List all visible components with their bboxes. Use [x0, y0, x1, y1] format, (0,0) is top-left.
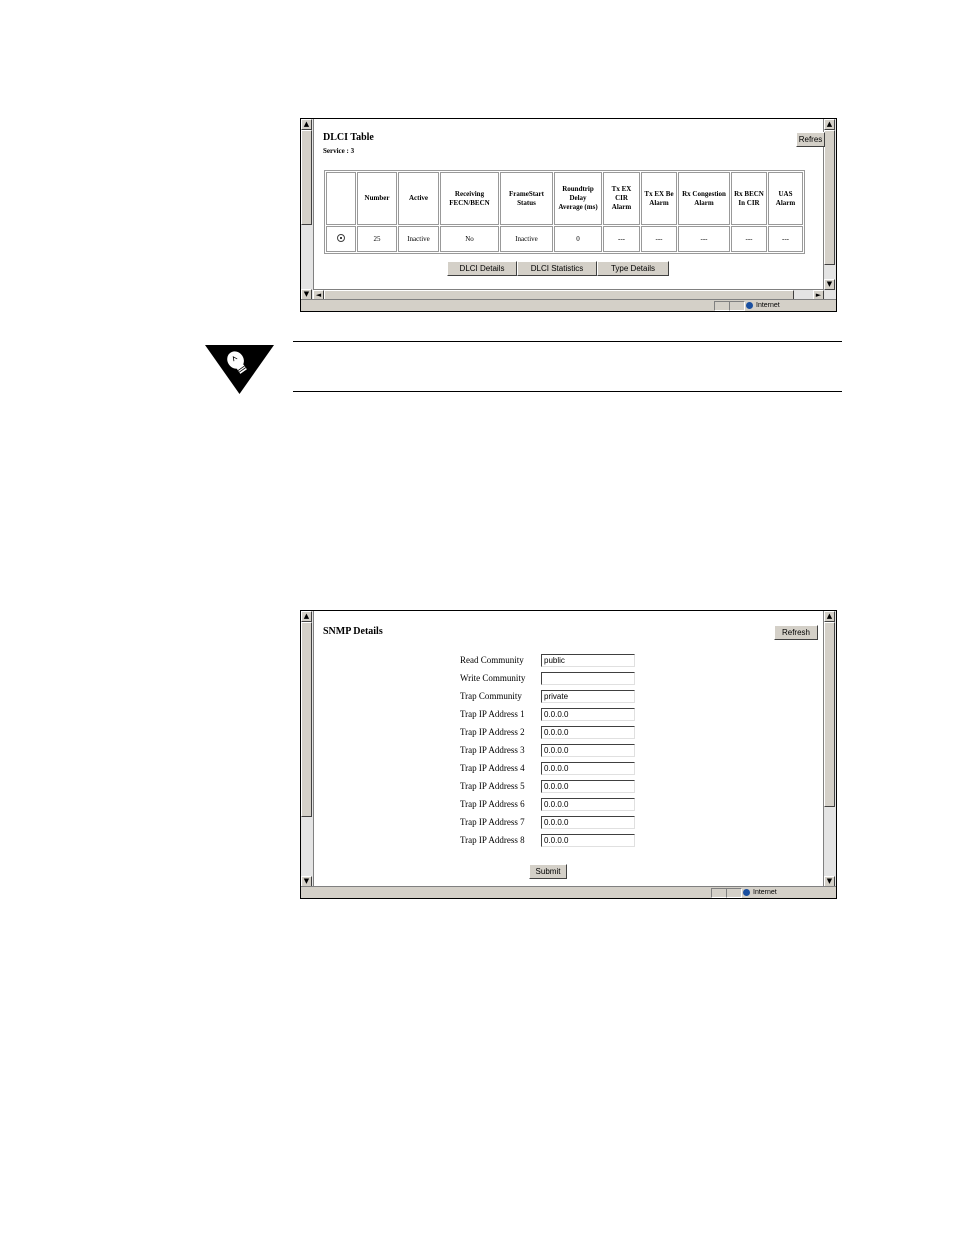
- column-header: Receiving FECN/BECN: [440, 172, 499, 225]
- scroll-thumb[interactable]: [301, 130, 312, 225]
- page-title: DLCI Table: [323, 132, 374, 143]
- snmp-details-window: [300, 610, 837, 899]
- scroll-thumb[interactable]: [824, 622, 835, 807]
- write-community-input[interactable]: [541, 672, 635, 685]
- globe-icon: [743, 889, 750, 896]
- column-header: Rx BECN In CIR: [731, 172, 767, 225]
- scroll-thumb[interactable]: [824, 130, 835, 265]
- field-label: Read Community: [460, 655, 524, 665]
- field-label: Trap IP Address 7: [460, 817, 525, 827]
- read-community-input[interactable]: public: [541, 654, 635, 667]
- status-cell: [729, 301, 745, 311]
- note-block: [205, 341, 274, 395]
- scroll-down-icon[interactable]: ▼: [824, 876, 835, 887]
- refresh-button[interactable]: Refresh: [774, 625, 818, 640]
- page-title: SNMP Details: [323, 626, 383, 637]
- scroll-up-icon[interactable]: ▲: [301, 119, 312, 130]
- right-scrollbar[interactable]: [823, 611, 836, 887]
- status-cell: [726, 888, 742, 898]
- security-zone: [746, 300, 780, 311]
- trap-ip-address-5-input[interactable]: 0.0.0.0: [541, 780, 635, 793]
- trap-ip-address-7-input[interactable]: 0.0.0.0: [541, 816, 635, 829]
- dlci-details-button[interactable]: DLCI Details: [447, 261, 517, 276]
- zone-label: Internet: [756, 302, 780, 309]
- scroll-down-icon[interactable]: ▼: [301, 876, 312, 887]
- table-cell: ---: [731, 226, 767, 252]
- status-bar: [301, 886, 836, 898]
- column-header: Rx Congestion Alarm: [678, 172, 730, 225]
- field-label: Trap IP Address 1: [460, 709, 525, 719]
- globe-icon: [746, 302, 753, 309]
- trap-ip-address-2-input[interactable]: 0.0.0.0: [541, 726, 635, 739]
- field-label: Trap IP Address 4: [460, 763, 525, 773]
- status-cell: [714, 301, 730, 311]
- row-select-cell[interactable]: [326, 226, 356, 252]
- dlci-table-window: [300, 118, 837, 312]
- table-cell: Inactive: [398, 226, 439, 252]
- note-bottom-rule: [293, 391, 842, 392]
- column-header: [326, 172, 356, 225]
- scroll-left-icon[interactable]: ◄: [313, 290, 324, 301]
- column-header: Tx EX CIR Alarm: [603, 172, 640, 225]
- field-label: Trap IP Address 8: [460, 835, 525, 845]
- trap-ip-address-1-input[interactable]: 0.0.0.0: [541, 708, 635, 721]
- field-label: Trap IP Address 3: [460, 745, 525, 755]
- scroll-thumb[interactable]: [301, 622, 312, 817]
- lightbulb-icon: [205, 341, 274, 395]
- security-zone: [743, 887, 777, 898]
- trap-ip-address-6-input[interactable]: 0.0.0.0: [541, 798, 635, 811]
- field-label: Trap Community: [460, 691, 522, 701]
- table-cell: 25: [357, 226, 397, 252]
- trap-community-input[interactable]: private: [541, 690, 635, 703]
- scroll-down-icon[interactable]: ▼: [301, 289, 312, 300]
- field-label: Trap IP Address 5: [460, 781, 525, 791]
- zone-label: Internet: [753, 889, 777, 896]
- note-top-rule: [293, 341, 842, 342]
- table-cell: ---: [768, 226, 803, 252]
- column-header: Active: [398, 172, 439, 225]
- field-label: Trap IP Address 2: [460, 727, 525, 737]
- column-header: Tx EX Be Alarm: [641, 172, 677, 225]
- refresh-button[interactable]: Refres: [796, 132, 825, 147]
- table-cell: ---: [678, 226, 730, 252]
- status-bar: [301, 299, 836, 311]
- table-cell: Inactive: [500, 226, 553, 252]
- left-scrollbar[interactable]: [301, 611, 314, 887]
- table-row: [326, 226, 803, 252]
- column-header: Roundtrip Delay Average (ms): [554, 172, 602, 225]
- column-header: Number: [357, 172, 397, 225]
- scroll-up-icon[interactable]: ▲: [824, 119, 835, 130]
- page-subtitle: Service : 3: [323, 147, 355, 155]
- trap-ip-address-8-input[interactable]: 0.0.0.0: [541, 834, 635, 847]
- field-label: Trap IP Address 6: [460, 799, 525, 809]
- trap-ip-address-3-input[interactable]: 0.0.0.0: [541, 744, 635, 757]
- scroll-up-icon[interactable]: ▲: [301, 611, 312, 622]
- column-header: FrameStart Status: [500, 172, 553, 225]
- status-cell: [711, 888, 727, 898]
- table-header-row: [326, 172, 803, 225]
- left-scrollbar[interactable]: [301, 119, 314, 300]
- dlci-table: [324, 170, 805, 254]
- type-details-button[interactable]: Type Details: [597, 261, 669, 276]
- radio-button[interactable]: [337, 234, 345, 242]
- scroll-right-icon[interactable]: ►: [813, 290, 824, 301]
- submit-button[interactable]: Submit: [529, 864, 567, 879]
- table-cell: ---: [603, 226, 640, 252]
- table-cell: 0: [554, 226, 602, 252]
- column-header: UAS Alarm: [768, 172, 803, 225]
- trap-ip-address-4-input[interactable]: 0.0.0.0: [541, 762, 635, 775]
- table-cell: ---: [641, 226, 677, 252]
- dlci-statistics-button[interactable]: DLCI Statistics: [517, 261, 597, 276]
- scroll-down-icon[interactable]: ▼: [824, 279, 835, 290]
- scroll-up-icon[interactable]: ▲: [824, 611, 835, 622]
- field-label: Write Community: [460, 673, 526, 683]
- table-cell: No: [440, 226, 499, 252]
